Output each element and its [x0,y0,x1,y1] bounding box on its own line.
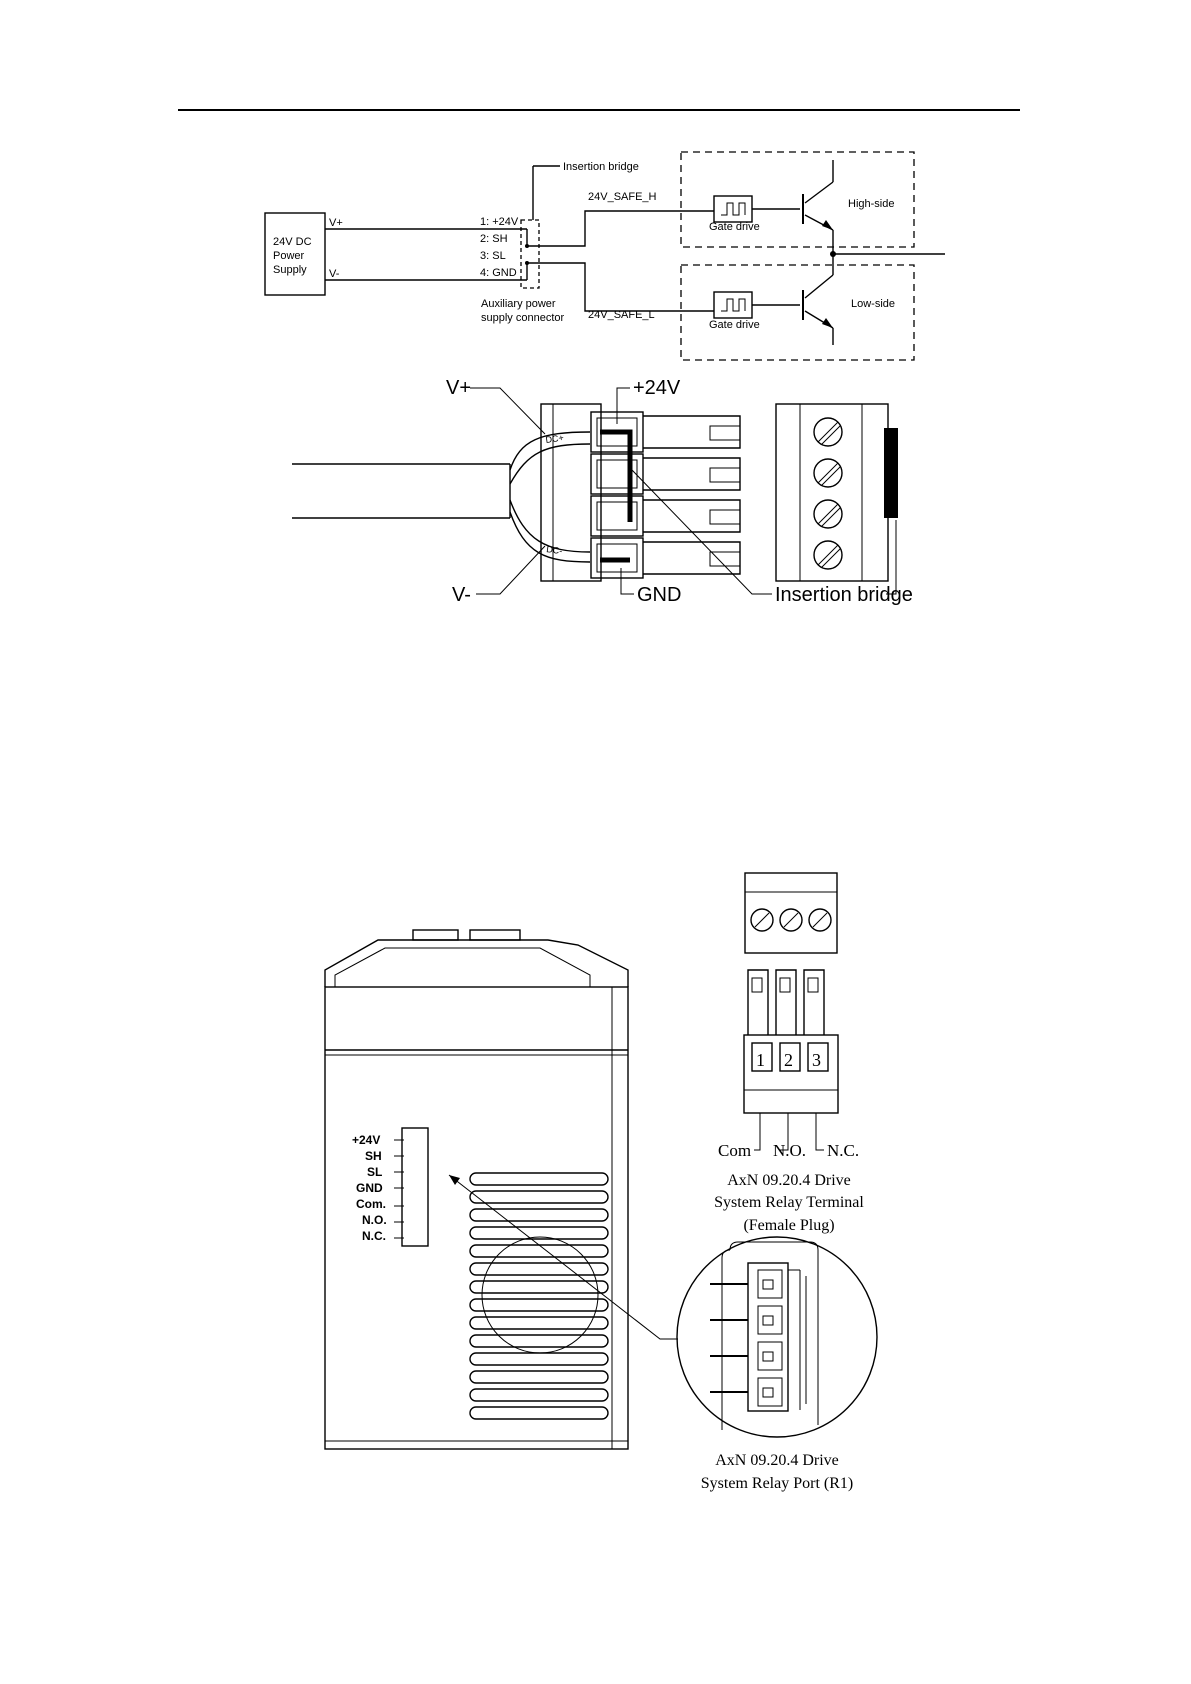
low-side-dashed-box [681,265,914,360]
plug-number-1: 1 [756,1050,765,1070]
terminal-label-24v: +24V [352,1133,381,1147]
dc-plus-label: DC+ [544,432,565,445]
aux-connector-drawing [292,377,913,606]
plug-label-no: N.O. [773,1141,807,1160]
terminal-caption-line-1: AxN 09.20.4 Drive [727,1172,851,1189]
connector-insertion-bridge-label: Insertion bridge [775,584,913,606]
connector-v-minus-label: V- [452,584,471,606]
terminal-caption-line-3: (Female Plug) [743,1217,835,1234]
schematic-insertion-bridge-label: Insertion bridge [563,161,639,173]
terminal-label-no: N.O. [362,1213,387,1227]
bridge-side-strip [884,428,898,518]
connector-plus24-label: +24V [633,377,681,399]
terminal-label-sh: SH [365,1149,382,1163]
terminal-label-com: Com. [356,1197,386,1211]
terminal-strip [402,1128,428,1246]
gate-drive-low-label: Gate drive [709,319,760,331]
dc-minus-label: DC- [545,544,563,557]
drive-top-bevel [325,940,628,987]
plug-latches [748,970,824,1035]
plug-side-view [776,404,888,581]
safety-circuit-schematic [265,152,945,360]
relay-port-pins [710,1270,806,1410]
plug-number-3: 3 [812,1050,821,1070]
terminal-label-nc: N.C. [362,1229,386,1243]
high-side-label: High-side [848,198,895,210]
psu-label-3: Supply [273,264,307,276]
connector-gnd-label: GND [637,584,682,606]
relay-port-zoom-circle [677,1237,877,1437]
schematic-v-minus: V- [329,268,340,280]
plug-label-com: Com [718,1141,752,1160]
psu-label-1: 24V DC [273,236,312,248]
connector-outline [521,220,539,288]
psu-label-2: Power [273,250,305,262]
pin-2-label: 2: SH [480,233,508,245]
safe-h-wire [565,211,714,246]
aux-connector-label-2: supply connector [481,312,565,324]
plug-label-nc: N.C. [827,1141,860,1160]
port-caption-line-1: AxN 09.20.4 Drive [715,1452,839,1469]
female-plug-front-view [744,1035,838,1113]
gate-drive-high-label: Gate drive [709,221,760,233]
schematic-v-plus: V+ [329,217,343,229]
drive-unit-drawing [325,873,877,1492]
safe-l-label: 24V_SAFE_L [588,309,655,321]
pin-4-label: 4: GND [480,267,517,279]
safe-l-wire [565,263,714,311]
port-caption-line-2: System Relay Port (R1) [700,1475,854,1492]
aux-connector-label-1: Auxiliary power [481,298,556,310]
terminal-label-gnd: GND [356,1181,383,1195]
pin-3-label: 3: SL [480,250,506,262]
pin-1-label: 1: +24V [480,216,519,228]
connector-v-plus-label: V+ [446,377,472,399]
terminal-screws [814,418,842,569]
vent-slots [470,1173,608,1419]
safe-h-label: 24V_SAFE_H [588,191,657,203]
female-plug-top-view [745,873,837,953]
terminal-caption-line-2: System Relay Terminal [714,1194,864,1211]
terminal-label-sl: SL [367,1165,383,1179]
plug-number-2: 2 [784,1050,793,1070]
low-side-label: Low-side [851,298,896,310]
